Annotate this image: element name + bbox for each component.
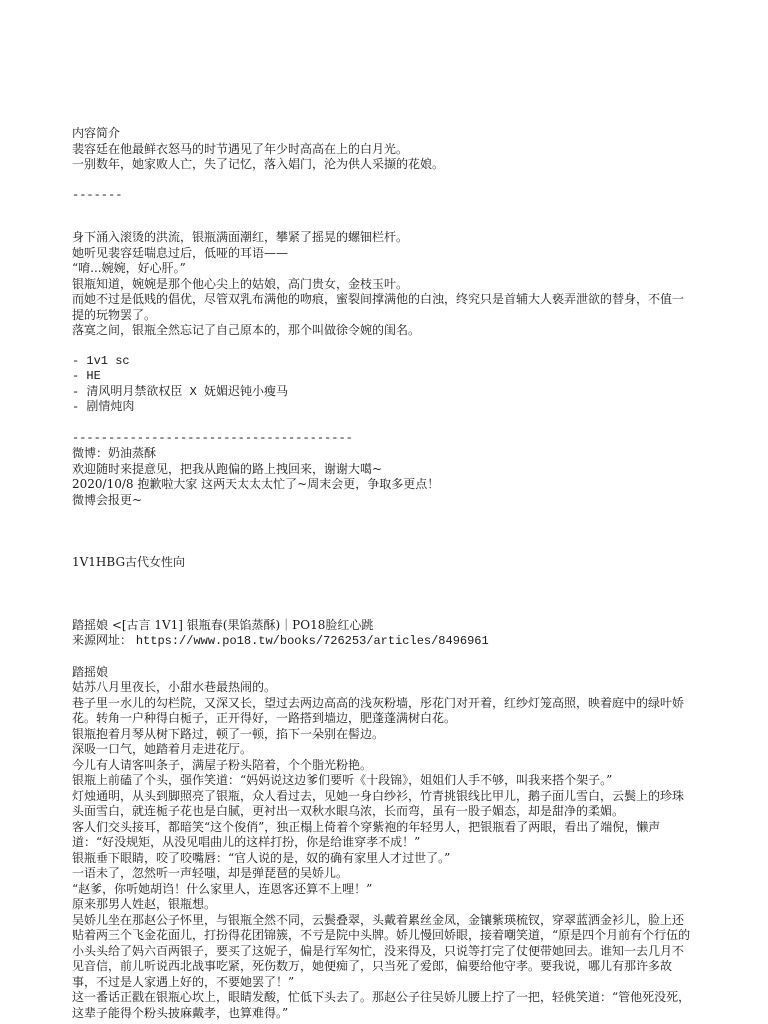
tag-item: - 剧情炖肉 <box>72 400 135 414</box>
chapter-paragraph: 银瓶上前磕了个头，强作笑道：“妈妈说这边爹们要听《十段锦》，姐姐们人手不够，叫我来搭个架子。” <box>72 773 613 787</box>
excerpt-line: 她听见裴容廷喘息过后，低哑的耳语—— <box>72 245 289 260</box>
excerpt-line: 落寞之间，银瓶全然忘记了自己原本的，那个叫做徐令婉的闺名。 <box>72 323 421 337</box>
tag-item: - 清风明月禁欲权臣 X 妩媚迟钝小瘦马 <box>72 384 289 399</box>
chapter-paragraph: 这一番话正戳在银瓶心坎上，眼睛发酸，忙低下头去了。那赵公子往吴娇儿腰上拧了一把，轻佻笑道：“管他死没死，这辈子能得个粉头披麻戴孝，也算难得。” <box>72 990 691 1020</box>
chapter-paragraph: “赵爹，你听她胡诌！什么家里人，连恩客还算不上哩！” <box>72 881 373 896</box>
chapter-paragraph: 客人们交头接耳，都暗笑“这个俊俏”，独正榻上倚着个穿紫袍的年轻男人，把银瓶看了两眼，看出了端倪，懒声道：“好没规矩，从没见唱曲儿的这样打扮，你是给谁穿孝不成！” <box>72 819 661 849</box>
document-page <box>72 126 694 1021</box>
author-note-line: 微博会报更~ <box>72 492 143 507</box>
chapter-paragraph: 灯烛通明，从头到脚照亮了银瓶，众人看过去，见她一身白纱衫，竹青挑银线比甲儿，鹅子面儿雪白，云鬓上的珍珠头面雪白，就连栀子花也是白腻，更衬出一双秋水眼乌浓，长而弯，虽有一股子媚态，却是甜净的柔媚。 <box>72 788 685 818</box>
intro-heading: 内容简介 <box>72 126 121 140</box>
excerpt-line: “唷...婉婉，好心肝。” <box>72 261 186 275</box>
excerpt-line: 银瓶知道，婉婉是那个他心尖上的姑娘，高门贵女，金枝玉叶。 <box>72 276 409 291</box>
source-url-label: 来源网址： <box>72 633 133 647</box>
author-note-separator: --------------------------------------- <box>72 430 353 445</box>
excerpt-line: 身下涌入滚烫的洪流，银瓶满面潮红，攀紧了摇晃的螺钿栏杆。 <box>72 230 409 244</box>
intro-line: 裴容廷在他最鲜衣怒马的时节遇见了年少时高高在上的白月光。 <box>72 141 409 156</box>
tag-item: - 1v1 sc <box>72 353 130 368</box>
excerpt-line: 而她不过是低贱的倡优，尽管双乳布满他的吻痕，蜜裂间撑满他的白浊，终究只是首辅大人亵弄泄欲的替身，不值一提的玩物罢了。 <box>72 292 685 322</box>
chapter-paragraph: 姑苏八月里夜长，小甜水巷最热闹的。 <box>72 680 277 694</box>
intro-line: 一别数年，她家败人亡，失了记忆，落入娼门，沦为供人采撷的花娘。 <box>72 157 445 171</box>
chapter-paragraph: 深吸一口气，她踏着月走进花厅。 <box>72 742 253 756</box>
author-note-line: 微博：奶油蒸酥 <box>72 446 157 460</box>
chapter-paragraph: 银瓶抱着月琴从树下路过，顿了一顿，掐下一朵别在髻边。 <box>72 726 385 741</box>
author-note-line: 欢迎随时来提意见，把我从跑偏的路上拽回来，谢谢大噶~ <box>72 461 383 476</box>
category-label: 1V1HBG古代女性向 <box>72 555 186 569</box>
chapter-paragraph: 吴娇儿坐在那赵公子怀里，与银瓶全然不同，云鬓叠翠，头戴着累丝金凤，金镶紫瑛梳钗，穿翠蓝洒金衫儿，脸上还贴着两三个飞金花面儿，打扮得花团锦簇，不亏是院中头牌。娇儿慢回娇眼，接着嘲笑道，“原是四个月前有个行伍的小头头给了妈六百两银子，要买了这妮子，偏是行军匆忙，没来得及，只说等打完了仗便带她回去。谁知一去几月不见音信，前儿听说西北战事吃紧，死伤数万，她便痴了，只当死了爱郎，偏要给他守孝。要我说，哪儿有那许多故事，不过是人家遇上好的，不要她罢了！” <box>72 912 691 989</box>
chapter-paragraph: 银瓶垂下眼睛，咬了咬嘴唇：“官人说的是，奴的确有家里人才过世了。” <box>72 850 451 865</box>
intro-separator: ------- <box>72 187 123 202</box>
chapter-paragraph: 巷子里一水儿的勾栏院，又深又长，望过去两边高高的浅灰粉墙，彤花门对开着，红纱灯笼高照，映着庭中的绿叶娇花。转角一户种得白栀子，正开得好，一路搭到墙边，肥蓬蓬满树白花。 <box>72 695 685 725</box>
tag-item: - HE <box>72 369 101 383</box>
chapter-title: 踏摇娘 <box>72 664 109 679</box>
source-title: 踏摇娘 <[古言 1V1] 银瓶春(果馅蒸酥)｜PO18脸红心跳 <box>72 617 374 632</box>
chapter-paragraph: 一语未了，忽然听一声轻嗤，却是弹琵琶的吴娇儿。 <box>72 866 349 880</box>
chapter-paragraph: 今儿有人请客叫条子，满屋子粉头陪着，个个脂光粉艳。 <box>72 757 373 772</box>
chapter-paragraph: 原来那男人姓赵，银瓶想。 <box>72 897 217 911</box>
author-note-line: 2020/10/8 抱歉啦大家 这两天太太太忙了~周末会更，争取多更点！ <box>72 477 440 491</box>
source-url-row <box>72 633 694 650</box>
source-url-link[interactable]: https://www.po18.tw/books/726253/articles/8496961 <box>135 634 489 648</box>
